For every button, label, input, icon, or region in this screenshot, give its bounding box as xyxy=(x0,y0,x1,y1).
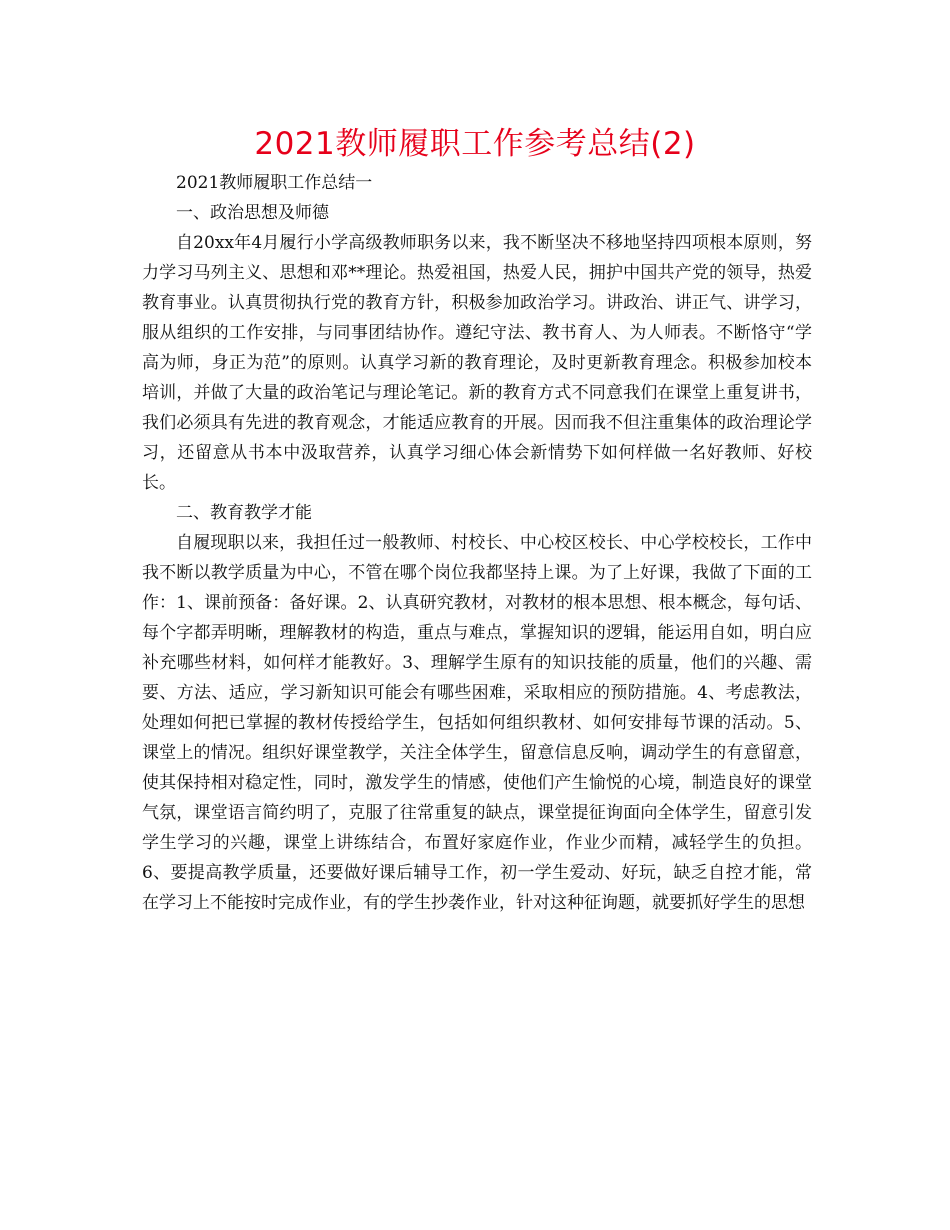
section-paragraph-politics: 自20xx年4月履行小学高级教师职务以来，我不断坚决不移地坚持四项根本原则，努力学习马列主义、思想和邓**理论。热爱祖国，热爱人民，拥护中国共产党的领导，热爱教育事业。认真贯彻执行党的教育方针，积极参加政治学习。讲政治、讲正气、讲学习，服从组织的工作安排，与同事团结协作。遵纪守法、教书育人、为人师表。不断恪守“学高为师，身正为范”的原则。认真学习新的教育理论，及时更新教育理念。积极参加校本培训，并做了大量的政治笔记与理论笔记。新的教育方式不同意我们在课堂上重复讲书，我们必须具有先进的教育观念，才能适应教育的开展。因而我不但注重集体的政治理论学习，还留意从书本中汲取营养，认真学习细心体会新情势下如何样做一名好教师、好校长。 xyxy=(142,233,812,493)
section-heading-politics: 一、政治思想及师德 xyxy=(176,203,329,223)
section-paragraph-teaching: 自履现职以来，我担任过一般教师、村校长、中心校区校长、中心学校校长，工作中我不断以教学质量为中心，不管在哪个岗位我都坚持上课。为了上好课，我做了下面的工作：1、课前预备：备好课。2、认真研究教材，对教材的根本思想、根本概念，每句话、每个字都弄明晰，理解教材的构造，重点与难点，掌握知识的逻辑，能运用自如，明白应补充哪些材料，如何样才能教好。3、理解学生原有的知识技能的质量，他们的兴趣、需要、方法、适应，学习新知识可能会有哪些困难，采取相应的预防措施。4、考虑教法，处理如何把已掌握的教材传授给学生，包括如何组织教材、如何安排每节课的活动。5、课堂上的情况。组织好课堂教学，关注全体学生，留意信息反响，调动学生的有意留意，使其保持相对稳定性，同时，激发学生的情感，使他们产生愉悦的心境，制造良好的课堂气氛，课堂语言简约明了，克服了往常重复的缺点，课堂提征询面向全体学生，留意引发学生学习的兴趣，课堂上讲练结合，布置好家庭作业，作业少而精，减轻学生的负担。6、要提高教学质量，还要做好课后辅导工作，初一学生爱动、好玩，缺乏自控才能，常在学习上不能按时完成作业，有的学生抄袭作业，针对这种征询题，就要抓好学生的思想 xyxy=(142,533,812,913)
section-heading-teaching: 二、教育教学才能 xyxy=(176,503,312,523)
document-body xyxy=(142,168,812,918)
document-title: 2021教师履职工作参考总结(2) xyxy=(254,126,696,162)
document-subtitle: 2021教师履职工作总结一 xyxy=(176,173,373,193)
